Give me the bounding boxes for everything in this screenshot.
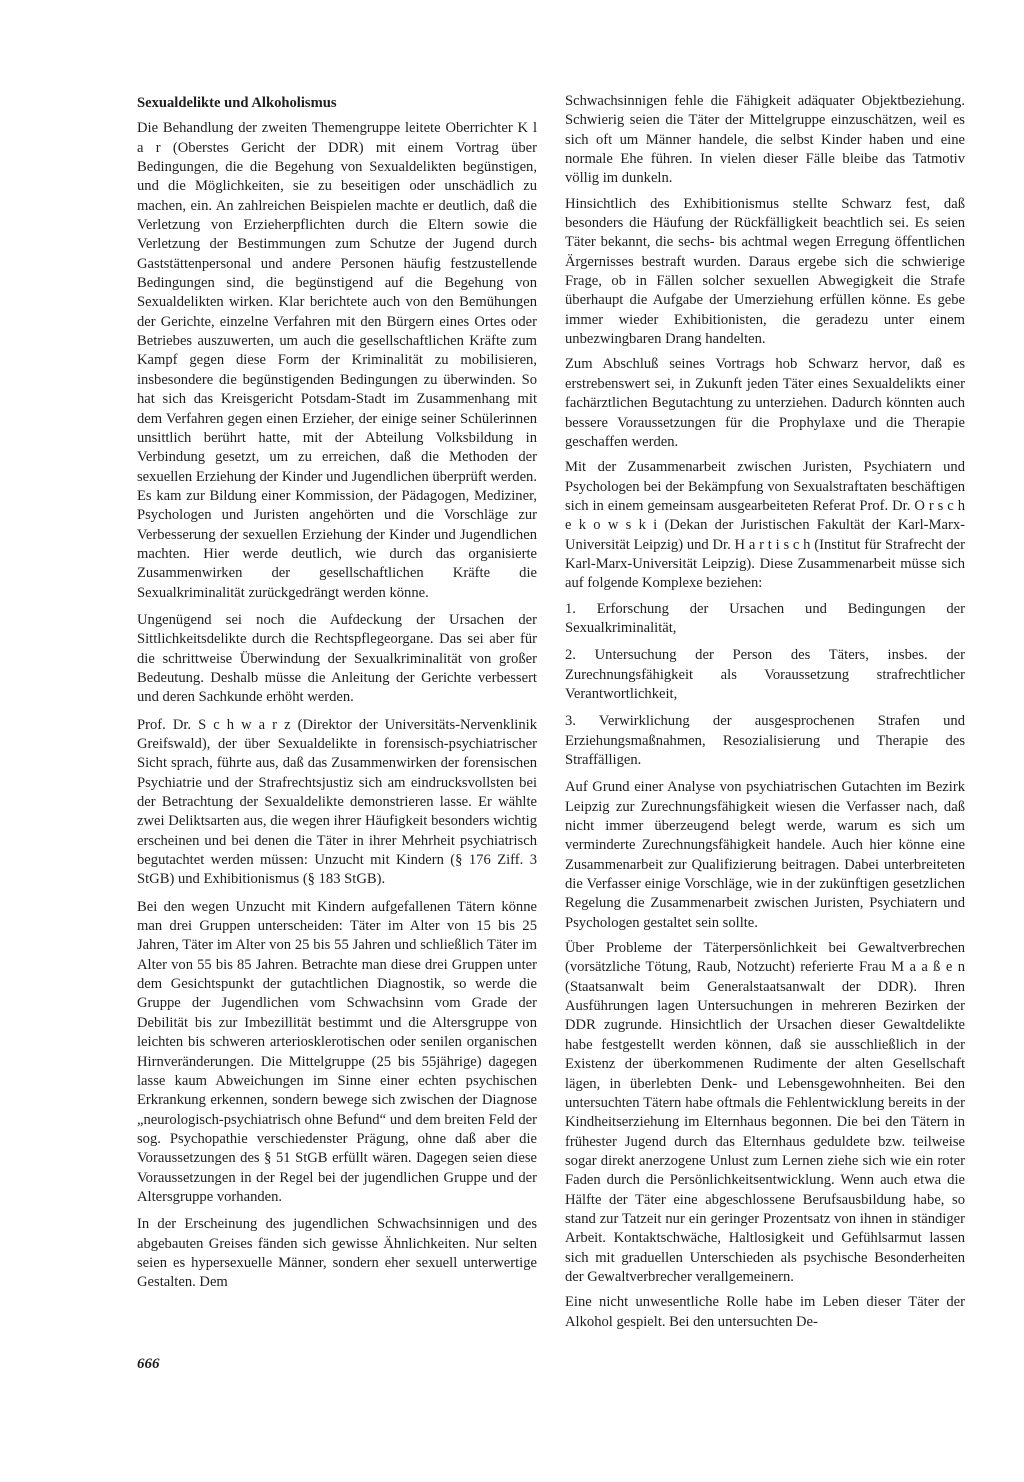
paragraph: Über Probleme der Täterpersönlichkeit bei Gewaltverbrechen (vorsätzliche Tötung, Raub, Notzucht) referierte Frau M a a ß e n (Staatsanwalt beim Generalstaatsanwalt der DDR). Ihren Ausführungen lagen Untersuchungen in mehreren Bezirken der DDR zugrunde. Hinsichtlich der Ursachen dieser Gewaltdelikte habe festgestellt werden können, daß sie ausschließlich in der Existenz der überkommenen Rudimente der alten Gesellschaft lägen, in überlebten Denk- und Lebensgewohnheiten. Bei den untersuchten Tätern habe oftmals die Fehlentwicklung bereits in der Kindheitserziehung im Elternhaus begonnen. Die bei den Tätern in frühester Jugend durch das Elternhaus geduldete bzw. teilweise sogar direkt anerzogene Unlust zum Lernen ziehe sich wie ein roter Faden durch die Persönlichkeitsentwicklung. Wenn auch etwa die Hälfte der Täter eine abgeschlossene Berufsausbildung habe, so stand zur Tatzeit nur ein geringer Prozentsatz von ihnen in ständiger Arbeit. Kontaktschwäche, Haltlosigkeit und Gefühlsarmut lassen sich mit graduellen Unterschieden als psychische Besonderheiten der Gewaltverbrecher verallgemeinern. bbox=[565, 940, 965, 1285]
paragraph: Bei den wegen Unzucht mit Kindern aufgefallenen Tätern könne man drei Gruppen unterscheiden: Täter im Alter von 15 bis 25 Jahren, Täter im Alter von 25 bis 55 Jahren und schließlich Täter im Alter von 55 bis 85 Jahren. Betrachte man diese drei Gruppen unter dem Gesichtspunkt der gutachtlichen Diagnostik, so werde die Gruppe der Jugendlichen vom Schwachsinn vom Grade der Debilität bis zur Imbezillität bestimmt und die Altersgruppe von leichten bis schweren arteriosklerotischen oder senilen organischen Hirnveränderungen. Die Mittelgruppe (25 bis 55jährige) dagegen lasse kaum Abweichungen im Sinne einer echten psychischen Erkrankung erkennen, sondern bewege sich zwischen der Diagnose „neurologisch-psychiatrisch ohne Befund“ und dem breiten Feld der sog. Psychopathie verschiedenster Prägung, ohne daß aber die Voraussetzungen des § 51 StGB erfüllt wären. Dagegen seien diese Voraussetzungen in der Regel bei der jugendlichen Gruppe und der Altersgruppe vorhanden. bbox=[137, 898, 537, 1205]
paragraph: Eine nicht unwesentliche Rolle habe im Leben dieser Täter der Alkohol gespielt. Bei den untersuchten De- bbox=[565, 1294, 965, 1330]
paragraph: Schwachsinnigen fehle die Fähigkeit adäquater Objektbeziehung. Schwierig seien die Täter der Mittelgruppe einzuschätzen, weil es sich oft um Männer handele, die selbst Kinder haben und eine normale Ehe führen. In vielen dieser Fälle bleibe das Tatmotiv völlig im dunkeln. bbox=[565, 93, 965, 187]
paragraph: Zum Abschluß seines Vortrags hob Schwarz hervor, daß es erstrebenswert sei, in Zukunft jeden Täter eines Sexualdelikts einer fachärztlichen Begutachtung zu unterziehen. Dadurch könnten auch bessere Voraussetzungen für die Prophylaxe und die Therapie geschaffen werden. bbox=[565, 356, 965, 450]
paragraph: Ungenügend sei noch die Aufdeckung der Ursachen der Sittlichkeitsdelikte durch die Rechtspflegeorgane. Das sei aber für die schrittweise Überwindung der Sexualkriminalität von großer Bedeutung. Deshalb müsse die Anleitung der Gerichte verbessert und deren Sachkunde erhöht werden. bbox=[137, 611, 537, 706]
section-heading: Sexualdelikte und Alkoholismus bbox=[137, 95, 337, 111]
list-item: 1. Erforschung der Ursachen und Bedingungen der Sexualkriminalität, bbox=[565, 600, 965, 636]
left-column bbox=[137, 94, 537, 1301]
paragraph: Mit der Zusammenarbeit zwischen Juristen, Psychiatern und Psychologen bei der Bekämpfung von Sexualstraftaten beschäftigen sich in einem gemeinsam ausgearbeiteten Referat Prof. Dr. O r s c h e k o w s k i (Dekan der Juristischen Fakultät der Karl-Marx-Universität Leipzig) und Dr. H a r t i s c h (Institut für Strafrecht der Karl-Marx-Universität Leipzig). Diese Zusammenarbeit müsse sich auf folgende Komplexe beziehen: bbox=[565, 459, 965, 592]
paragraph: Auf Grund einer Analyse von psychiatrischen Gutachten im Bezirk Leipzig zur Zurechnungsfähigkeit wiesen die Verfasser nach, daß nicht immer überzeugend belegt werde, warum es sich um verminderte Zurechnungsfähigkeit handele. Auch hier könne eine Zusammenarbeit zur Qualifizierung beitragen. Dabei unterbreiteten die Verfasser einige Vorschläge, wie in der zukünftigen gesetzlichen Regelung die Zusammenarbeit zwischen Juristen, Psychiatern und Psychologen gestaltet sein sollte. bbox=[565, 779, 965, 931]
paragraph: Die Behandlung der zweiten Themengruppe leitete Oberrichter K l a r (Oberstes Gericht der DDR) mit einem Vortrag über Bedingungen, die die Begehung von Sexualdelikten begünstigen, und die Möglichkeiten, sie zu beseitigen oder unschädlich zu machen, ein. An zahlreichen Beispielen machte er deutlich, daß die Verletzung von Erzieherpflichten durch die Eltern sowie die Verletzung der Bestimmungen zum Schutze der Jugend durch Gaststättenpersonal und andere Personen häufig festzustellende Bedingungen sind, die begünstigend auf die Begehung von Sexualdelikten wirken. Klar berichtete auch von den Bemühungen der Gerichte, einzelne Verfahren mit den Bürgern eines Ortes oder Betriebes auszuwerten, um auch die gesellschaftlichen Kräfte zum Kampf gegen diese Form der Kriminalität zu mobilisieren, insbesondere die begünstigenden Bedingungen zu überwinden. So hat sich das Kreisgericht Potsdam-Stadt im Zusammenhang mit dem Verfahren gegen einen Erzieher, der einige seiner Schülerinnen unsittlich berührt hatte, mit der Abteilung Volksbildung in Verbindung gesetzt, um zu erreichen, daß die Methoden der sexuellen Erziehung der Kinder und Jugendlichen überprüft werden. Es kam zur Bildung einer Kommission, der Pädagogen, Mediziner, Psychologen und Juristen angehörten und die Vorschläge zur Verbesserung der sexuellen Erziehung der Kinder und Jugendlichen machten. Hier werde deutlich, wie durch das organisierte Zusammenwirken der gesellschaftlichen Kräfte die Sexualkriminalität zurückgedrängt werden könne. bbox=[137, 120, 537, 601]
paragraph: Prof. Dr. S c h w a r z (Direktor der Universitäts-Nervenklinik Greifswald), der über Sexualdelikte in forensisch-psychiatrischer Sicht sprach, führte aus, daß das Zusammenwirken der forensischen Psychiatrie und der Strafrechtsjustiz sich am eindrucksvollsten bei der Betrachtung der Sexualdelikte demonstrieren lasse. Er wählte zwei Deliktsarten aus, die wegen ihrer Häufigkeit besonders wichtig erscheinen und bei denen die Täter in ihrer Mehrheit psychiatrisch begutachtet werden müssen: Unzucht mit Kindern (§ 176 Ziff. 3 StGB) und Exhibitionismus (§ 183 StGB). bbox=[137, 716, 537, 888]
list-item: 2. Untersuchung der Person des Täters, insbes. der Zurechnungsfähigkeit als Voraussetzung strafrechtlicher Verantwortlichkeit, bbox=[565, 647, 965, 702]
list-item: 3. Verwirklichung der ausgesprochenen Strafen und Erziehungsmaßnahmen, Resozialisierung und Therapie des Straffälligen. bbox=[565, 713, 965, 768]
page-number: 666 bbox=[137, 1356, 160, 1372]
paragraph: In der Erscheinung des jugendlichen Schwachsinnigen und des abgebauten Greises fänden sich gewisse Ähnlichkeiten. Nur selten seien es hypersexuelle Männer, sondern eher sexuell unterwertige Gestalten. Dem bbox=[137, 1216, 537, 1291]
right-column bbox=[565, 92, 965, 1338]
paragraph: Hinsichtlich des Exhibitionismus stellte Schwarz fest, daß besonders die Häufung der Rückfälligkeit beachtlich sei. Es seien Täter bekannt, die sechs- bis achtmal wegen Erregung öffentlichen Ärgernisses bestraft wurden. Daraus ergebe sich die schwierige Frage, ob in Fällen solcher sexuellen Abwegigkeit die Strafe überhaupt die Aufgabe der Umerziehung erfüllen könne. Es gebe immer wieder Exhibitionisten, die geradezu unter einem unbezwingbaren Drang handelten. bbox=[565, 195, 965, 348]
